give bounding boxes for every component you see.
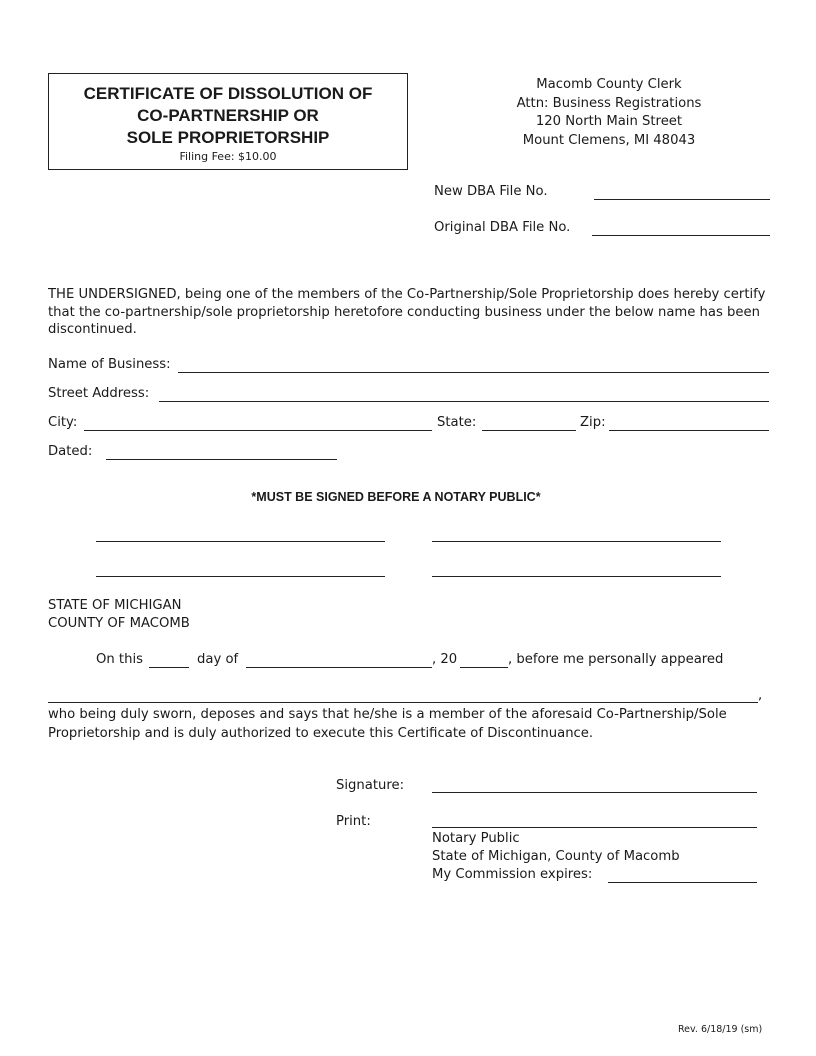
notary-commission-label: My Commission expires: bbox=[432, 867, 593, 882]
form-title-line3: SOLE PROPRIETORSHIP bbox=[126, 128, 330, 147]
notary-state-county: State of Michigan, County of Macomb bbox=[432, 849, 680, 864]
certification-statement: THE UNDERSIGNED, being one of the members of the Co-Partnership/Sole Proprietorship does hereby certify that the co-partnership/sole proprietorship heretofore conducting business under the below name has been discontinued. bbox=[48, 287, 766, 337]
original-dba-file-label: Original DBA File No. bbox=[434, 220, 571, 235]
revision-note: Rev. 6/18/19 (sm) bbox=[678, 1024, 763, 1035]
member-signature-line-3[interactable] bbox=[96, 576, 385, 577]
clerk-address bbox=[506, 76, 712, 150]
state-label: State: bbox=[437, 415, 477, 430]
dated-field[interactable] bbox=[106, 459, 337, 460]
ack-sworn-statement: who being duly sworn, deposes and says that he/she is a member of the aforesaid Co-Partnership/Sole Proprietorship and is duly authorized to execute this Certificate of Discontinuance. bbox=[48, 707, 727, 741]
ack-year-field[interactable] bbox=[460, 667, 508, 668]
ack-day-of: day of bbox=[197, 652, 239, 667]
state-field[interactable] bbox=[482, 430, 576, 431]
city-field[interactable] bbox=[84, 430, 432, 431]
form-title-box bbox=[48, 73, 408, 170]
ack-appeared: , before me personally appeared bbox=[508, 652, 724, 667]
notary-print-field[interactable] bbox=[432, 827, 757, 828]
zip-field[interactable] bbox=[609, 430, 769, 431]
ack-month-field[interactable] bbox=[246, 667, 432, 668]
dated-label: Dated: bbox=[48, 444, 93, 459]
form-title-line2: CO-PARTNERSHIP OR bbox=[137, 106, 319, 125]
filing-fee: Filing Fee: $10.00 bbox=[179, 150, 277, 163]
zip-label: Zip: bbox=[580, 415, 606, 430]
notary-public-label: Notary Public bbox=[432, 831, 520, 846]
form-title-line1: CERTIFICATE OF DISSOLUTION OF bbox=[83, 84, 373, 103]
street-address-field[interactable] bbox=[159, 401, 769, 402]
street-address-label: Street Address: bbox=[48, 386, 150, 401]
member-signature-line-2[interactable] bbox=[432, 541, 721, 542]
original-dba-file-field[interactable] bbox=[592, 235, 770, 236]
clerk-address-line1: Macomb County Clerk bbox=[536, 77, 682, 92]
ack-on-this: On this bbox=[96, 652, 143, 667]
ack-trailing-comma: , bbox=[758, 688, 763, 703]
clerk-address-line3: 120 North Main Street bbox=[535, 114, 683, 129]
business-name-field[interactable] bbox=[178, 372, 769, 373]
clerk-address-line4: Mount Clemens, MI 48043 bbox=[522, 132, 696, 148]
venue-state: STATE OF MICHIGAN bbox=[48, 598, 182, 613]
notary-signature-field[interactable] bbox=[432, 792, 757, 793]
ack-appeared-name-field[interactable] bbox=[48, 702, 758, 703]
member-signature-line-1[interactable] bbox=[96, 541, 385, 542]
notary-print-label: Print: bbox=[336, 814, 371, 829]
clerk-address-line2: Attn: Business Registrations bbox=[516, 95, 702, 111]
member-signature-line-4[interactable] bbox=[432, 576, 721, 577]
venue-county: COUNTY OF MACOMB bbox=[48, 616, 190, 631]
new-dba-file-field[interactable] bbox=[594, 199, 770, 200]
notary-signature-label: Signature: bbox=[336, 778, 405, 793]
notary-commission-field[interactable] bbox=[608, 882, 757, 883]
ack-comma-20: , 20 bbox=[432, 652, 458, 667]
business-name-label: Name of Business: bbox=[48, 357, 171, 372]
city-label: City: bbox=[48, 415, 78, 430]
new-dba-file-label: New DBA File No. bbox=[434, 184, 548, 199]
ack-day-field[interactable] bbox=[149, 667, 189, 668]
notary-notice: *MUST BE SIGNED BEFORE A NOTARY PUBLIC* bbox=[251, 490, 541, 504]
